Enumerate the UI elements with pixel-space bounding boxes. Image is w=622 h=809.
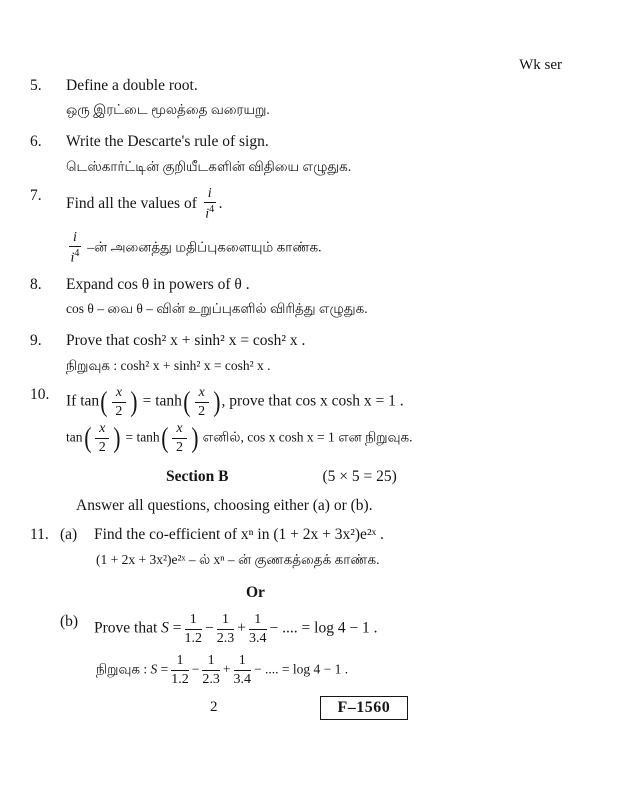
question-9-en <box>30 331 596 350</box>
document-code-box: F–1560 <box>320 696 409 720</box>
fraction-x-over-2 <box>172 421 186 455</box>
fraction-denominator: 3.4 <box>233 671 252 687</box>
fraction-denominator: 1.2 <box>184 630 203 646</box>
equals-sign: = <box>160 661 169 677</box>
fraction-denominator <box>69 247 81 266</box>
question-11a-label: (a) <box>60 525 78 543</box>
question-11b-prefix-ta: நிறுவுக : <box>96 661 148 677</box>
fraction-denominator-base: i <box>205 206 210 222</box>
plus-sign: + <box>237 619 247 637</box>
question-10-ta-math: cos x cosh x = 1 <box>247 429 335 445</box>
question-5-en <box>30 76 596 95</box>
fraction-numerator: x <box>95 421 109 439</box>
question-11b-label: (b) <box>60 612 79 630</box>
left-paren: ( <box>160 422 169 455</box>
equals-sign: = <box>125 429 134 445</box>
question-11b-en <box>60 612 596 646</box>
question-9-number: 9. <box>30 331 42 349</box>
fraction-1-over-1.2 <box>171 653 189 687</box>
fraction-denominator: 2 <box>175 440 183 456</box>
question-7-text-en-suffix: . <box>218 194 223 212</box>
question-11-number: 11. <box>30 525 49 543</box>
question-9-ta-prefix: நிறுவுக : <box>66 358 118 374</box>
question-11a-en <box>30 525 596 544</box>
fraction-1-over-1.2 <box>185 612 203 646</box>
tanh-function: tanh <box>155 392 182 410</box>
question-5-ta <box>66 102 596 119</box>
tan-function: tan <box>66 429 83 445</box>
fraction-x-over-2 <box>195 385 209 419</box>
section-b-title: Section B <box>166 467 229 485</box>
fraction-denominator-exponent: 4 <box>209 204 215 216</box>
question-7-ta <box>66 230 596 267</box>
fraction-numerator: x <box>172 421 186 439</box>
tan-function: tan <box>80 392 100 410</box>
question-8-number: 8. <box>30 275 42 293</box>
section-b-marks: (5 × 5 = 25) <box>322 467 397 485</box>
series-variable: S <box>161 619 169 637</box>
fraction-1-over-2.3 <box>217 612 235 646</box>
fraction-i-over-i4 <box>69 230 81 267</box>
question-5-number: 5. <box>30 77 42 94</box>
question-11a-ta <box>96 552 596 569</box>
question-8-text-en: Expand cos θ in powers of θ . <box>66 275 250 293</box>
question-6-text-en: Write the Descarte's rule of sign. <box>66 133 269 151</box>
question-10-ta-suffix: என நிறுவுக. <box>338 429 413 445</box>
left-paren: ( <box>183 386 191 419</box>
question-6-en <box>30 132 596 151</box>
fraction-numerator: 1 <box>171 653 189 671</box>
tanh-function: tanh <box>136 429 160 445</box>
question-10-ta <box>66 421 596 455</box>
exam-page-content <box>30 76 596 720</box>
plus-sign: + <box>222 661 231 677</box>
question-6-ta <box>66 159 596 176</box>
question-5-text-ta: ஒரு இரட்டை மூலத்தை வரையறு. <box>66 102 270 118</box>
fraction-1-over-3.4 <box>234 653 252 687</box>
fraction-x-over-2 <box>112 385 126 419</box>
question-6-text-ta: டெஸ்கார்ட்டின் குறியீடகளின் விதியை எழுதுக. <box>66 158 352 174</box>
right-paren: ) <box>113 422 121 455</box>
left-paren: ( <box>83 422 91 455</box>
page-footer <box>30 696 596 720</box>
fraction-numerator: x <box>195 385 209 403</box>
section-b-row <box>30 468 596 486</box>
fraction-1-over-3.4 <box>249 612 267 646</box>
fraction-denominator: 2.3 <box>202 671 220 687</box>
question-10-ta-mid: எனில், <box>202 429 244 445</box>
question-7-text-en-prefix: Find all the values of <box>66 194 197 212</box>
fraction-denominator: 2 <box>198 403 206 419</box>
fraction-denominator-exponent: 4 <box>74 248 80 260</box>
fraction-numerator: 1 <box>202 653 220 671</box>
question-11a-text-en: Find the co-efficient of xⁿ in (1 + 2x + 3x²)e²ˣ . <box>94 525 384 543</box>
question-6-number: 6. <box>30 133 42 151</box>
fraction-denominator: 2 <box>115 403 123 419</box>
question-10-en <box>30 385 596 419</box>
fraction-denominator: 3.4 <box>249 630 267 646</box>
question-8-en <box>30 275 596 294</box>
fraction-denominator: 1.2 <box>171 671 189 687</box>
equals-sign: = <box>172 619 182 637</box>
question-11b-prefix-en: Prove that <box>94 619 158 637</box>
right-paren: ) <box>130 386 138 419</box>
section-b-instruction: Answer all questions, choosing either (a) or (b). <box>76 496 373 514</box>
fraction-denominator-base: i <box>70 250 75 266</box>
question-11a-text-ta: (1 + 2x + 3x²)e²ˣ – ல் xⁿ – ன் குணகத்தைக் காண்க. <box>96 552 380 568</box>
fraction-i-over-i4 <box>204 186 216 223</box>
fraction-denominator: 2.3 <box>216 630 235 646</box>
minus-sign: − <box>191 661 200 677</box>
question-8-text-ta: cos θ – வை θ – வின் உறுப்புகளில் விரித்து எழுதுக. <box>66 300 368 316</box>
question-7-number: 7. <box>30 186 42 204</box>
series-tail: − .... = log 4 − 1 . <box>254 661 349 677</box>
fraction-x-over-2 <box>95 421 109 455</box>
fraction-1-over-2.3 <box>202 653 220 687</box>
question-5-text-en: Define a double root. <box>66 77 198 94</box>
left-paren: ( <box>100 386 108 419</box>
question-9-ta-math: cosh² x + sinh² x = cosh² x . <box>120 358 271 374</box>
series-tail: − .... = log 4 − 1 . <box>269 619 378 637</box>
question-7-text-ta: –ன் அனைத்து மதிப்புகளையும் காண்க. <box>87 239 322 255</box>
fraction-numerator: 1 <box>234 653 252 671</box>
fraction-denominator: 2 <box>98 440 106 456</box>
question-11b-ta <box>96 653 596 687</box>
fraction-numerator: i <box>204 186 216 204</box>
or-separator: Or <box>246 583 265 601</box>
question-10-text-en-suffix: , prove that cos x cosh x = 1 . <box>221 392 404 410</box>
fraction-numerator: x <box>112 385 126 403</box>
question-10-number: 10. <box>30 386 50 403</box>
fraction-numerator: 1 <box>185 612 203 630</box>
right-paren: ) <box>190 422 199 455</box>
fraction-numerator: 1 <box>217 612 235 630</box>
question-10-if: If <box>66 392 77 410</box>
header-watermark: Wk ser <box>519 57 562 73</box>
page-number: 2 <box>210 699 218 716</box>
series-variable: S <box>150 661 158 677</box>
fraction-denominator <box>204 203 216 222</box>
equals-sign: = <box>142 392 152 410</box>
minus-sign: − <box>205 619 214 637</box>
fraction-numerator: i <box>69 230 81 248</box>
question-9-ta <box>66 358 596 375</box>
question-7-en <box>30 186 596 223</box>
question-9-text-en: Prove that cosh² x + sinh² x = cosh² x . <box>66 331 306 349</box>
right-paren: ) <box>212 386 221 419</box>
fraction-numerator: 1 <box>249 612 267 630</box>
question-8-ta <box>66 301 596 318</box>
